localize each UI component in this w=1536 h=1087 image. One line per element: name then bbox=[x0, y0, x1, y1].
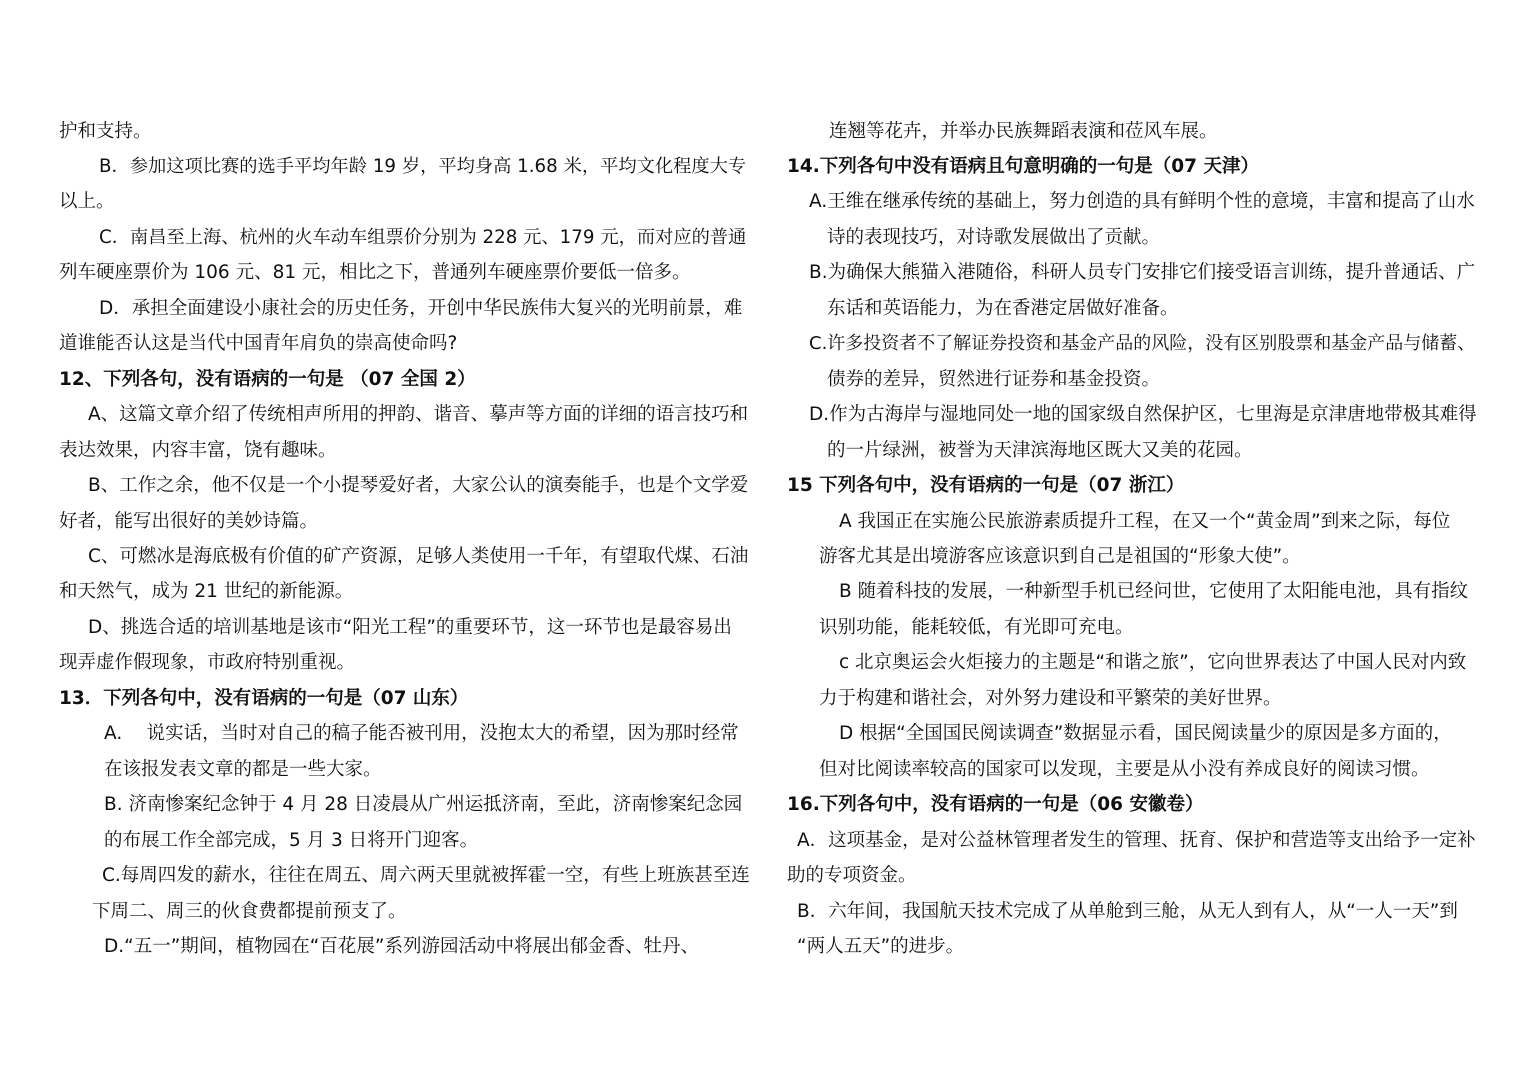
paragraph-line: 识别功能，能耗较低，有光即可充电。 bbox=[819, 617, 1134, 638]
option-line: C、可燃冰是海底极有价值的矿产资源，足够人类使用一千年，有望取代煤、石油 bbox=[88, 546, 749, 567]
option-line: A.王维在继承传统的基础上，努力创造的具有鲜明个性的意境，丰富和提高了山水 bbox=[809, 191, 1475, 212]
paragraph-line: 以上。 bbox=[59, 191, 115, 212]
option-line: A．这项基金，是对公益林管理者发生的管理、抚育、保护和营造等支出给予一定补 bbox=[797, 830, 1476, 851]
option-line: C．南昌至上海、杭州的火车动车组票价分别为 228 元、179 元，而对应的普通 bbox=[99, 227, 747, 248]
paragraph-line: 力于构建和谐社会，对外努力建设和平繁荣的美好世界。 bbox=[819, 688, 1282, 709]
option-line: B 随着科技的发展，一种新型手机已经问世，它使用了太阳能电池，具有指纹 bbox=[839, 581, 1469, 602]
paragraph-line: 列车硬座票价为 106 元、81 元，相比之下，普通列车硬座票价要低一倍多。 bbox=[59, 262, 691, 283]
paragraph-line: 的布展工作全部完成，5 月 3 日将开门迎客。 bbox=[104, 830, 479, 851]
option-line: D.作为古海岸与湿地同处一地的国家级自然保护区，七里海是京津唐地带极其难得 bbox=[809, 404, 1477, 425]
question-heading: 15 下列各句中，没有语病的一句是（07 浙江） bbox=[787, 475, 1185, 496]
paragraph-line: 护和支持。 bbox=[59, 121, 152, 142]
option-line: B．参加这项比赛的选手平均年龄 19 岁，平均身高 1.68 米，平均文化程度大专 bbox=[99, 156, 747, 177]
option-line: A 我国正在实施公民旅游素质提升工程，在又一个“黄金周”到来之际，每位 bbox=[839, 511, 1451, 532]
option-line: D.“五一”期间，植物园在“百花展”系列游园活动中将展出郁金香、牡丹、 bbox=[104, 936, 699, 957]
paragraph-line: 连翘等花卉，并举办民族舞蹈表演和莅风车展。 bbox=[829, 121, 1218, 142]
option-line: D、挑选合适的培训基地是该市“阳光工程”的重要环节，这一环节也是最容易出 bbox=[88, 617, 732, 638]
question-heading: 13．下列各句中，没有语病的一句是（07 山东） bbox=[59, 688, 469, 709]
question-heading: 16.下列各句中，没有语病的一句是（06 安徽卷） bbox=[787, 794, 1204, 815]
paragraph-line: 债券的差异，贸然进行证券和基金投资。 bbox=[827, 369, 1161, 390]
option-line: B. 济南惨案纪念钟于 4 月 28 日凌晨从广州运抵济南，至此，济南惨案纪念园 bbox=[104, 794, 743, 815]
option-line: C.每周四发的薪水，往往在周五、周六两天里就被挥霍一空，有些上班族甚至连 bbox=[102, 865, 750, 886]
option-line: A. 说实话，当时对自己的稿子能否被刊用，没抱太大的希望，因为那时经常 bbox=[104, 723, 739, 744]
paragraph-line: 的一片绿洲，被誉为天津滨海地区既大又美的花园。 bbox=[827, 440, 1253, 461]
paragraph-line: 表达效果，内容丰富，饶有趣味。 bbox=[59, 440, 337, 461]
option-line: C.许多投资者不了解证券投资和基金产品的风险，没有区别股票和基金产品与储蓄、 bbox=[809, 333, 1476, 354]
question-heading: 12、下列各句，没有语病的一句是 （07 全国 2） bbox=[59, 369, 476, 390]
paragraph-line: 下周二、周三的伙食费都提前预支了。 bbox=[92, 901, 407, 922]
paragraph-line: 助的专项资金。 bbox=[787, 865, 917, 886]
paragraph-line: “两人五天”的进步。 bbox=[797, 936, 965, 957]
option-line: B．六年间，我国航天技术完成了从单舱到三舱，从无人到有人，从“一人一天”到 bbox=[797, 901, 1458, 922]
paragraph-line: 东话和英语能力，为在香港定居做好准备。 bbox=[827, 298, 1179, 319]
paragraph-line: 现弄虚作假现象，市政府特别重视。 bbox=[59, 652, 356, 673]
paragraph-line: 诗的表现技巧，对诗歌发展做出了贡献。 bbox=[827, 227, 1161, 248]
paragraph-line: 在该报发表文章的都是一些大家。 bbox=[104, 759, 382, 780]
option-line: A、这篇文章介绍了传统相声所用的押韵、谐音、摹声等方面的详细的语言技巧和 bbox=[88, 404, 749, 425]
paragraph-line: 和天然气，成为 21 世纪的新能源。 bbox=[59, 581, 354, 602]
paragraph-line: 道谁能否认这是当代中国青年肩负的崇高使命吗? bbox=[59, 333, 458, 354]
question-heading: 14.下列各句中没有语病且句意明确的一句是（07 天津） bbox=[787, 156, 1259, 177]
option-line: c 北京奥运会火炬接力的主题是“和谐之旅”，它向世界表达了中国人民对内致 bbox=[839, 652, 1467, 673]
paragraph-line: 游客尤其是出境游客应该意识到自己是祖国的“形象大使”。 bbox=[819, 546, 1301, 567]
option-line: B.为确保大熊猫入港随俗，科研人员专门安排它们接受语言训练，提升普通话、广 bbox=[809, 262, 1476, 283]
paragraph-line: 但对比阅读率较高的国家可以发现，主要是从小没有养成良好的阅读习惯。 bbox=[819, 759, 1430, 780]
option-line: D 根据“全国国民阅读调查”数据显示看，国民阅读量少的原因是多方面的， bbox=[839, 723, 1452, 744]
paragraph-line: 好者，能写出很好的美妙诗篇。 bbox=[59, 511, 319, 532]
option-line: B、工作之余，他不仅是一个小提琴爱好者，大家公认的演奏能手，也是个文学爱 bbox=[88, 475, 749, 496]
option-line: D．承担全面建设小康社会的历史任务，开创中华民族伟大复兴的光明前景，难 bbox=[99, 298, 743, 319]
